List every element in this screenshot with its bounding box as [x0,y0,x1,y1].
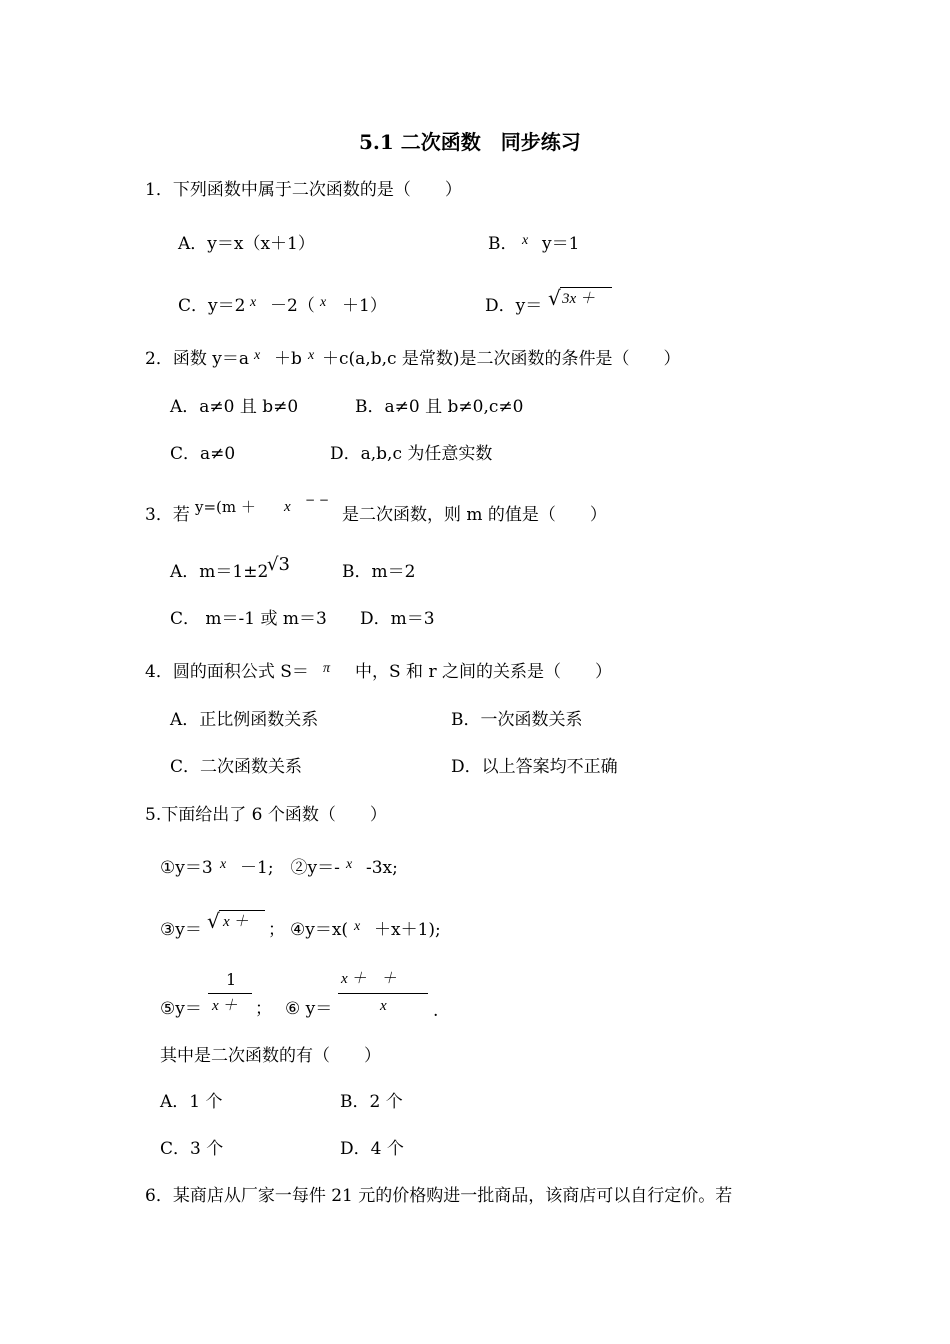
q5-f6-post: . [433,1001,439,1021]
q5-f2-post: -3x; [366,858,398,878]
q2-stem-post: ＋c(a,b,c 是常数)是二次函数的条件是（ ） [322,349,681,369]
q5-f2-x: x [346,857,353,872]
q3-stem-post: 是二次函数，则 m 的值是（ ） [342,505,607,525]
q1-option-b-label: B． [488,234,518,254]
q5-f6-numerator: x ＋ ＋ [341,971,397,987]
q3-exponent-fragment: − − [305,493,329,507]
q4-stem-post: 中，S 和 r 之间的关系是（ ） [355,662,612,682]
q1-option-c-pre: C．y＝2 [178,296,246,316]
q5-f1-x: x [220,857,227,872]
q1-option-d-radicand: 3x ＋ [562,291,595,307]
q5-option-c: C．3 个 [160,1139,224,1159]
q5-f3-radical: √ [207,909,220,933]
q2-option-c: C．a≠0 [170,444,236,464]
q1-option-b-eq: y＝1 [542,234,580,254]
q5-f4-post: ＋x＋1); [374,920,441,940]
q5-f1-post: －1; ②y＝- [240,858,340,878]
q5-f4-x: x [354,919,361,934]
q2-option-b: B．a≠0 且 b≠0,c≠0 [355,397,524,417]
q5-f1-pre: ①y＝3 [160,858,213,878]
q5-f5-sep: ； [255,999,272,1019]
q3-x: x [284,499,291,515]
q2-option-d: D．a,b,c 为任意实数 [330,444,493,464]
q6-stem: 6．某商店从厂家一每件 21 元的价格购进一批商品，该商店可以自行定价。若 [145,1186,733,1206]
q3-option-d: D．m＝3 [360,609,435,629]
q5-f5-fraction-bar [208,993,252,994]
q4-option-d: D．以上答案均不正确 [451,757,618,777]
q5-which: 其中是二次函数的有（ ） [160,1046,381,1066]
q3-option-a-pre: A．m＝1±2 [170,562,269,582]
q1-option-b-x: x [522,233,529,248]
q3-expression: y=(m ＋ [195,498,256,516]
q5-f6-fraction-bar [338,993,428,994]
q5-f4-pre: ④y＝x( [290,920,349,940]
q4-option-a: A．正比例函数关系 [170,710,319,730]
q5-option-b: B．2 个 [340,1092,403,1112]
q5-f5-denominator: x ＋ [212,998,238,1014]
q4-pi: π [323,661,331,676]
q5-f3-radical-bar [219,910,265,911]
q5-f6-denominator: x [380,998,387,1014]
q5-option-d: D．4 个 [340,1139,404,1159]
q4-stem-pre: 4．圆的面积公式 S＝ [145,662,309,682]
q5-f5-pre: ⑤y＝ [160,999,202,1019]
q2-x2: x [308,348,315,363]
q5-option-a: A．1 个 [160,1092,223,1112]
q5-f6-pre: ⑥ y＝ [285,999,333,1019]
q1-option-c-x1: x [250,295,257,310]
q3-option-a-root: √3 [267,554,290,575]
q3-option-b: B．m＝2 [342,562,416,582]
q1-option-c-post: ＋1） [342,296,387,316]
q2-stem-mid: ＋b [274,349,302,369]
q1-option-d-radical: √ [548,286,561,310]
q1-option-c-x2: x [320,295,327,310]
q1-stem: 1．下列函数中属于二次函数的是（ ） [145,180,462,200]
q5-f3-sep: ； [268,920,285,940]
q4-option-b: B．一次函数关系 [451,710,583,730]
q1-option-c-mid: －2（ [270,296,315,316]
q2-option-a: A．a≠0 且 b≠0 [170,397,299,417]
q2-stem-pre: 2．函数 y＝a [145,349,249,369]
q5-f3-radicand: x ＋ [223,914,249,930]
q1-option-a: A．y＝x（x＋1） [178,234,315,254]
q4-option-c: C．二次函数关系 [170,757,303,777]
q1-option-d-radical-bar [560,287,612,288]
q3-stem-pre: 3．若 [145,505,190,525]
q5-f5-numerator: 1 [226,970,237,989]
q1-option-d-pre: D．y＝ [485,296,543,316]
q5-stem: 5.下面给出了 6 个函数（ ） [145,805,387,825]
q3-option-c: C． m＝-1 或 m＝3 [170,609,327,629]
q2-x1: x [254,348,261,363]
page-title: 5.1 二次函数 同步练习 [359,130,581,154]
q5-f3-pre: ③y＝ [160,920,202,940]
